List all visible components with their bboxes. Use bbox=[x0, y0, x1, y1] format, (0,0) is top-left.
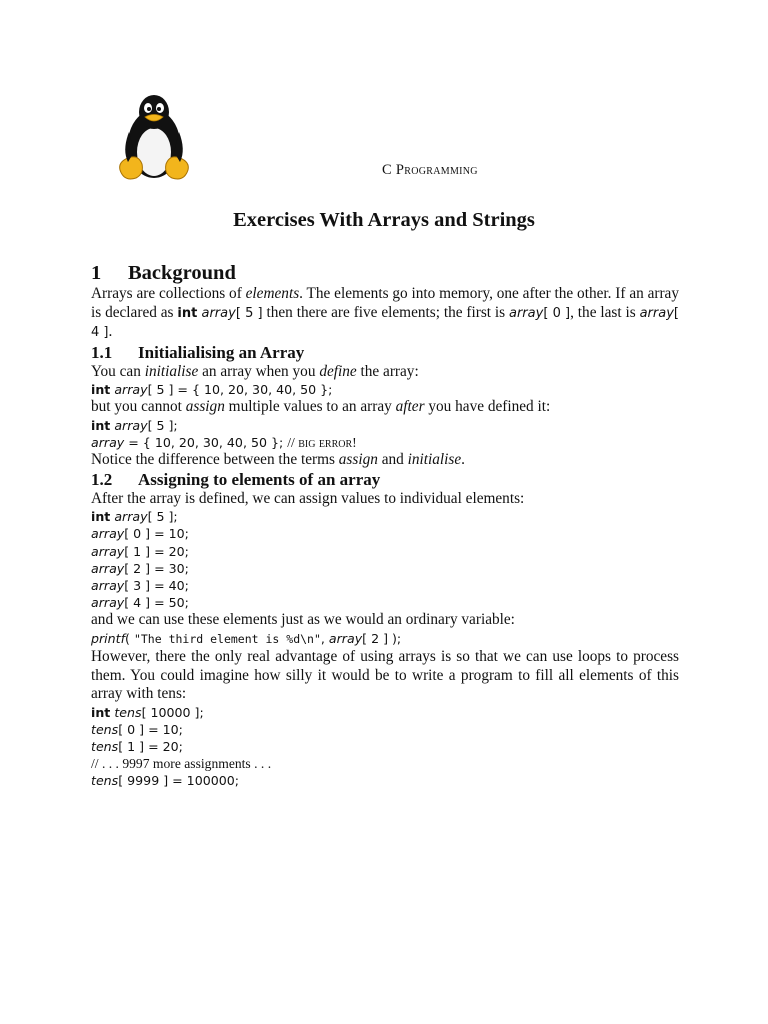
text: . bbox=[108, 323, 113, 340]
keyword: int bbox=[91, 509, 111, 525]
code-text: [ 10000 ]; bbox=[141, 704, 204, 720]
keyword: int bbox=[91, 704, 111, 720]
emphasis: assign bbox=[338, 451, 378, 469]
code-line bbox=[91, 560, 679, 577]
text: the array: bbox=[356, 362, 419, 380]
code-line bbox=[91, 543, 679, 560]
section-heading-background bbox=[91, 262, 679, 285]
code-line bbox=[91, 381, 679, 398]
code-text: [ 9999 ] = 100000; bbox=[118, 773, 239, 789]
code-block-initialise bbox=[91, 381, 679, 398]
code-text: [ 2 ] ); bbox=[362, 630, 402, 646]
identifier: array bbox=[91, 543, 125, 559]
identifier: array bbox=[639, 305, 674, 321]
string-literal: "The third element is %d\n" bbox=[133, 631, 321, 646]
code-line bbox=[91, 594, 679, 611]
keyword: int bbox=[177, 305, 198, 321]
code-line bbox=[91, 630, 679, 648]
identifier: array bbox=[114, 509, 148, 525]
subsection-title: Initialialising an Array bbox=[138, 342, 305, 362]
identifier: array bbox=[91, 560, 125, 576]
penguin-logo-icon bbox=[114, 92, 194, 184]
code-line bbox=[91, 738, 679, 755]
intro-paragraph bbox=[91, 285, 679, 343]
text: multiple values to an array bbox=[224, 398, 396, 416]
code-text: [ 3 ] = 40; bbox=[124, 577, 189, 593]
initialise-paragraph bbox=[91, 363, 679, 382]
subsection-number: 1.1 bbox=[91, 342, 113, 362]
loops-paragraph: However, there the only real advantage of using arrays is so that we can use loops to process them. You could imagine how silly it would be to write a program to fill all elements of this array with tens: bbox=[91, 648, 679, 703]
emphasis: initialise bbox=[407, 451, 462, 469]
text: . The elements go into memory, one after the other. If an array is declared as bbox=[91, 285, 679, 321]
text: and bbox=[377, 451, 408, 469]
assign-paragraph bbox=[91, 398, 679, 417]
emphasis: elements bbox=[245, 285, 300, 302]
text: You can bbox=[91, 362, 145, 380]
code-line bbox=[91, 577, 679, 594]
identifier: array bbox=[328, 630, 363, 646]
emphasis: assign bbox=[185, 398, 225, 416]
keyword: int bbox=[91, 382, 111, 397]
code-text: [ 5 ]; bbox=[147, 417, 178, 433]
identifier: array bbox=[91, 434, 125, 450]
code-text: [ 4 ] bbox=[91, 305, 679, 340]
identifier: array bbox=[509, 305, 544, 321]
comment-text: // big error! bbox=[287, 434, 357, 450]
code-block-assign-elements bbox=[91, 508, 679, 611]
text: . bbox=[461, 451, 465, 469]
page-title: Exercises With Arrays and Strings bbox=[233, 209, 535, 231]
keyword: int bbox=[91, 417, 111, 433]
code-text: [ 2 ] = 30; bbox=[124, 560, 189, 576]
code-text: [ 1 ] = 20; bbox=[124, 543, 189, 559]
identifier: array bbox=[114, 382, 148, 397]
identifier: array bbox=[91, 577, 125, 593]
text: Arrays are collections of bbox=[91, 285, 246, 302]
code-line bbox=[91, 508, 679, 525]
code-comment bbox=[287, 435, 356, 450]
section-title: Background bbox=[128, 262, 236, 284]
inline-code bbox=[509, 306, 570, 321]
emphasis: initialise bbox=[144, 362, 199, 380]
code-text: [ 5 ]; bbox=[147, 509, 178, 525]
code-text: = { 10, 20, 30, 40, 50 }; bbox=[124, 434, 288, 450]
emphasis: define bbox=[319, 362, 357, 380]
identifier: array bbox=[114, 417, 148, 433]
subsection-title: Assigning to elements of an array bbox=[138, 469, 381, 489]
code-block-tens bbox=[91, 704, 679, 790]
identifier: array bbox=[91, 595, 125, 611]
code-line bbox=[91, 704, 679, 721]
code-comment: // . . . 9997 more assignments . . . bbox=[91, 756, 272, 772]
function-name: printf bbox=[91, 630, 126, 646]
section-number: 1 bbox=[91, 262, 102, 284]
text: an array when you bbox=[198, 362, 320, 380]
code-line bbox=[91, 417, 679, 434]
code-text: [ 0 ] = 10; bbox=[124, 526, 189, 542]
code-block-printf bbox=[91, 630, 679, 648]
text: but you cannot bbox=[91, 398, 186, 416]
identifier: array bbox=[201, 305, 236, 321]
subsection-heading-1-1 bbox=[91, 343, 679, 363]
code-text: [ 5 ] = { 10, 20, 30, 40, 50 }; bbox=[147, 382, 333, 397]
text: , the last is bbox=[570, 303, 640, 321]
document-body bbox=[91, 262, 679, 790]
course-label: C Programming bbox=[382, 162, 478, 178]
code-text: [ 1 ] = 20; bbox=[118, 738, 183, 754]
subsection-number: 1.2 bbox=[91, 469, 113, 489]
code-line bbox=[91, 755, 679, 772]
code-text: , bbox=[320, 630, 329, 646]
identifier: array bbox=[91, 526, 125, 542]
elements-paragraph: After the array is defined, we can assign values to individual elements: bbox=[91, 489, 525, 507]
code-text: [ 4 ] = 50; bbox=[124, 595, 189, 611]
code-line bbox=[91, 525, 679, 542]
code-text: ( bbox=[125, 630, 134, 646]
identifier: tens bbox=[91, 721, 119, 737]
code-block-error bbox=[91, 417, 679, 451]
ordinary-variable-paragraph: and we can use these elements just as we would an ordinary variable: bbox=[91, 611, 515, 629]
code-line bbox=[91, 772, 679, 789]
identifier: tens bbox=[91, 738, 119, 754]
text: you have defined it: bbox=[424, 398, 551, 416]
code-text: [ 0 ] = 10; bbox=[118, 721, 183, 737]
code-line bbox=[91, 434, 679, 451]
identifier: tens bbox=[114, 704, 142, 720]
inline-code bbox=[177, 306, 262, 321]
text: Notice the difference between the terms bbox=[91, 451, 339, 469]
code-text: [ 5 ] bbox=[235, 305, 263, 321]
text: then there are five elements; the first is bbox=[262, 303, 509, 321]
notice-paragraph bbox=[91, 451, 679, 470]
emphasis: after bbox=[395, 398, 425, 416]
identifier: tens bbox=[91, 773, 119, 789]
code-text: [ 0 ] bbox=[543, 305, 571, 321]
code-line bbox=[91, 721, 679, 738]
subsection-heading-1-2 bbox=[91, 470, 679, 490]
